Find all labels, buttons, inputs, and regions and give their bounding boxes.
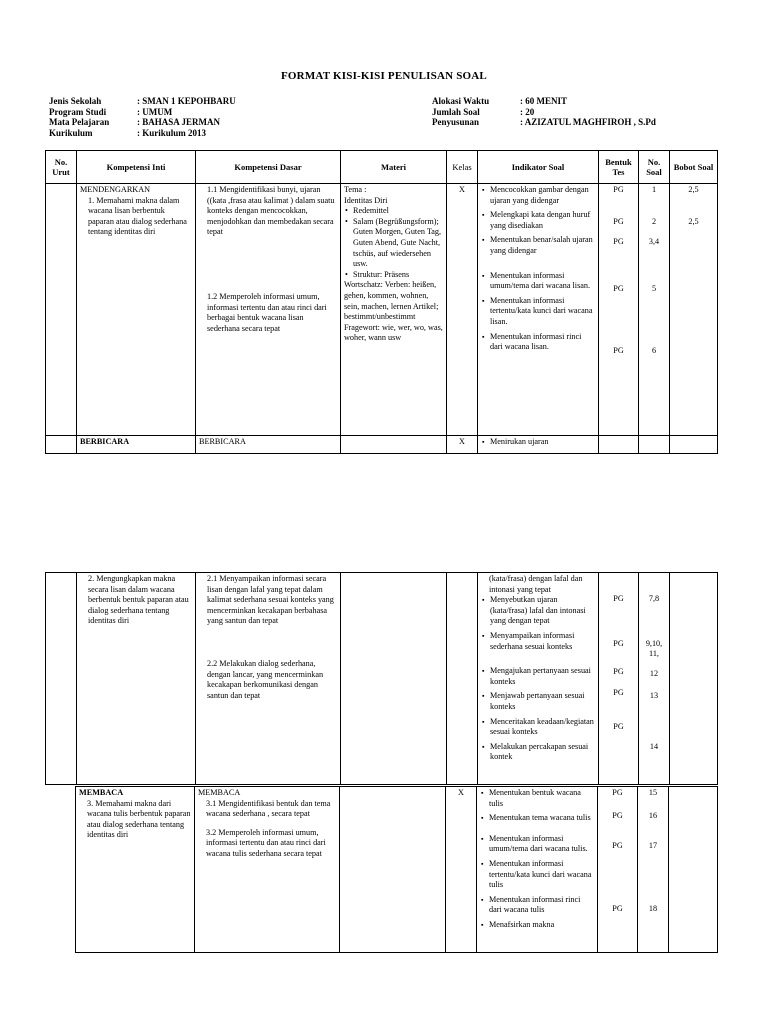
list-item: ▪ Menentukan informasi rinci dari wacana lisan. <box>490 332 595 353</box>
no-soal-value: 1 <box>651 185 657 194</box>
cell-materi <box>340 787 446 953</box>
cell-materi <box>341 573 447 785</box>
cell-bentuk-tes <box>599 573 639 785</box>
cell-indikator <box>477 787 598 953</box>
cell-no-soal <box>639 184 670 436</box>
kd-item: 2.2 Melakukan dialog sederhana, dengan lancar, yang mencerminkan kecakapan berkomunikasi dengan santun dan tepat <box>207 658 324 700</box>
document-title: FORMAT KISI-KISI PENULISAN SOAL <box>281 70 487 82</box>
table-row <box>46 573 718 785</box>
meta-label: Program Studi <box>49 106 107 117</box>
list-item: ▪ Menentukan informasi tertentu/kata kunci dari wacana tulis <box>489 859 594 891</box>
meta-label: Mata Pelajaran <box>49 117 110 127</box>
meta-value: : UMUM <box>137 106 173 117</box>
kisi-kisi-table-membaca <box>75 786 718 953</box>
list-item: ▪ Menyebutkan ujaran (kata/frasa) lafal dan intonasi yang dengan tepat <box>490 595 595 627</box>
cell-materi <box>341 184 447 436</box>
cell-materi <box>341 436 447 454</box>
meta-row <box>432 107 656 118</box>
cell-no <box>46 184 77 436</box>
bentuk-value: PG <box>613 346 624 356</box>
bentuk-value: PG <box>612 788 623 797</box>
kd-item: 1.2 Memperoleh informasi umum, informasi tertentu dan atau rinci dari berbagai bentuk wacana lisan sederhana secara tepat <box>207 291 327 333</box>
list-item: ▪ Menafsirkan makna <box>489 920 594 931</box>
cell-kompetensi-inti <box>76 787 195 953</box>
cell-kompetensi-dasar <box>196 573 341 785</box>
no-soal-value: 18 <box>648 903 658 913</box>
cell-no-soal <box>639 436 670 454</box>
cell-bentuk-tes <box>598 787 638 953</box>
kd-title: BERBICARA <box>196 436 341 454</box>
bentuk-value: PG <box>613 185 624 194</box>
meta-value: : 60 MENIT <box>520 96 567 106</box>
no-soal-value: 16 <box>648 810 658 820</box>
cell-kelas: X <box>447 436 478 454</box>
bentuk-value: PG <box>612 810 623 820</box>
list-item: ▪ Melakukan percakapan sesuai kontek <box>490 742 595 763</box>
table-row <box>76 787 718 953</box>
table-header-row <box>46 151 718 184</box>
bentuk-value: PG <box>613 638 624 648</box>
meta-label: Alokasi Waktu <box>432 96 490 106</box>
indikator-list <box>481 437 595 448</box>
no-soal-value: 2 <box>651 216 657 226</box>
list-item: ▪ Menjawab pertanyaan sesuai konteks <box>490 691 595 712</box>
meta-value: : BAHASA JERMAN <box>137 117 221 127</box>
indikator-continued: (kata/frasa) dengan lafal dan intonasi yang tepat <box>489 574 583 594</box>
kisi-kisi-table-page-1 <box>45 150 718 454</box>
bentuk-value: PG <box>613 687 624 697</box>
list-item: ▪ Menentukan informasi tertentu/kata kunci dari wacana lisan. <box>490 296 595 328</box>
meta-right <box>432 96 656 128</box>
no-soal-value: 9,10, 11, <box>645 638 663 658</box>
kd-item: 3.2 Memperoleh informasi umum, informasi tertentu dan atau rinci dari wacana tulis sederhana secara tepat <box>206 827 326 858</box>
cell-kompetensi-inti <box>77 573 196 785</box>
cell-bobot <box>669 787 718 953</box>
list-item: ▪ Menentukan informasi rinci dari wacana tulis <box>489 895 594 916</box>
table-row <box>46 184 718 436</box>
cell-no <box>46 573 77 785</box>
meta-label: Penyusunan <box>432 117 480 127</box>
meta-label: Jenis Sekolah <box>49 96 102 106</box>
header-bentuk-tes: Bentuk Tes <box>599 151 639 184</box>
bentuk-value: PG <box>613 667 624 677</box>
no-soal-value: 15 <box>648 788 658 797</box>
meta-row <box>49 96 236 107</box>
cell-bobot <box>670 184 718 436</box>
meta-row <box>432 96 656 107</box>
materi-rest: Wortschatz: Verben: heißen, gehen, kommen, wohnen, sein, machen, lernen Artikel; bestimmt/unbestimmt Fragewort: wie, wer, wo, was, woher, wann usw <box>344 280 443 343</box>
meta-row <box>49 128 236 139</box>
cell-bobot <box>670 573 718 785</box>
indikator-list <box>480 788 594 931</box>
meta-row <box>49 107 236 118</box>
no-soal-value: 13 <box>649 691 659 701</box>
no-soal-value: 3,4 <box>648 237 660 247</box>
bentuk-value: PG <box>613 237 624 247</box>
cell-bentuk-tes <box>599 184 639 436</box>
bentuk-value: PG <box>613 594 624 603</box>
list-item: ▪ Mencocokkan gambar dengan ujaran yang didengar <box>490 185 595 206</box>
header-indikator-soal: Indikator Soal <box>478 151 599 184</box>
materi-list <box>344 206 443 280</box>
list-item: ▪ Menentukan tema wacana tulis <box>489 813 594 824</box>
no-soal-value: 7,8 <box>648 594 660 603</box>
ki-title: BERBICARA <box>77 436 196 454</box>
list-item: ▪ Mengajukan pertanyaan sesuai konteks <box>490 666 595 687</box>
header-kelas: Kelas <box>447 151 478 184</box>
cell-kompetensi-inti <box>77 184 196 436</box>
header-no-urut: No. Urut <box>46 151 77 184</box>
cell-no-soal <box>639 573 670 785</box>
ki-title: MEMBACA <box>79 788 124 797</box>
meta-label: Jumlah Soal <box>432 106 480 117</box>
list-item: ▪ Menentukan informasi umum/tema dari wacana tulis. <box>489 834 594 855</box>
meta-value: : AZIZATUL MAGHFIROH , S.Pd <box>520 117 656 127</box>
ki-text: 1. Memahami makna dalam wacana lisan berbentuk paparan atau dialog sederhana tentang identitas diri <box>88 195 187 237</box>
cell-indikator <box>478 573 599 785</box>
cell-kompetensi-dasar <box>195 787 340 953</box>
cell-indikator <box>478 436 599 454</box>
bentuk-value: PG <box>612 903 623 913</box>
no-soal-value: 5 <box>651 283 657 293</box>
meta-row <box>49 117 236 128</box>
header-kompetensi-inti: Kompetensi Inti <box>77 151 196 184</box>
kisi-kisi-table-page-2 <box>45 572 718 785</box>
list-item: ▪ Melengkapi kata dengan huruf yang disediakan <box>490 210 595 231</box>
meta-value: : 20 <box>520 106 535 117</box>
cell-indikator <box>478 184 599 436</box>
cell-no-soal <box>638 787 669 953</box>
no-soal-value: 14 <box>649 741 659 751</box>
cell-kompetensi-dasar <box>196 184 341 436</box>
kd-item: 2.1 Menyampaikan informasi secara lisan dengan lafal yang tepat dalam kalimat sederhana sesuai konteks yang mencerminkan kecakapan berbahasa yang santun dan tepat <box>207 574 334 626</box>
meta-row <box>432 117 656 128</box>
list-item: • Salam (Begrüßungsform); Guten Morgen, Guten Tag, Guten Abend, Gute Nacht, tschüs, auf wiedersehen usw. <box>353 217 443 270</box>
list-item: ▪ Menentukan informasi umum/tema dari wacana lisan. <box>490 271 595 292</box>
materi-identitas: Identitas Diri <box>344 195 388 205</box>
bentuk-value: PG <box>613 283 624 293</box>
kd-item: 1.1 Mengidentifikasi bunyi, ujaran ((kata ,frasa atau kalimat ) dalam suatu konteks dengan mencocokkan, menjodohkan dan membedakan secara tepat <box>207 185 335 237</box>
meta-value: : Kurikulum 2013 <box>137 127 207 138</box>
no-soal-value: 12 <box>649 668 659 678</box>
bobot-value: 2,5 <box>688 185 699 194</box>
bentuk-value: PG <box>613 216 624 226</box>
list-item: ▪ Menentukan bentuk wacana tulis <box>489 788 594 809</box>
header-no-soal: No. Soal <box>639 151 670 184</box>
materi-tema: Tema : <box>344 185 367 194</box>
list-item: ▪ Menirukan ujaran <box>490 437 595 448</box>
header-kompetensi-dasar: Kompetensi Dasar <box>196 151 341 184</box>
cell-bentuk-tes <box>599 436 639 454</box>
cell-bobot <box>670 436 718 454</box>
header-materi: Materi <box>341 151 447 184</box>
ki-text: 3. Memahami makna dari wacana tulis berbentuk paparan atau dialog sederhana tentang identitas diri <box>87 798 191 840</box>
cell-kelas: X <box>446 787 477 953</box>
list-item: ▪ Menceritakan keadaan/kegiatan sesuai konteks <box>490 717 595 738</box>
table-row <box>46 436 718 454</box>
ki-text: 2. Mengungkapkan makna secara lisan dalam wacana berbentuk bentuk paparan atau dialog sederhana tentang identitas diri <box>88 574 189 626</box>
header-bobot-soal: Bobot Soal <box>670 151 718 184</box>
cell-kelas <box>447 573 478 785</box>
bobot-value: 2,5 <box>688 216 699 226</box>
no-soal-value: 6 <box>651 346 657 356</box>
indikator-list <box>481 185 595 353</box>
kd-item: 3.1 Mengidentifikasi bentuk dan tema wacana sederhana , secara tepat <box>206 798 331 819</box>
list-item: • Struktur: Präsens <box>353 270 443 281</box>
cell-kelas: X <box>447 184 478 436</box>
cell-no <box>46 436 77 454</box>
indikator-list <box>481 595 595 763</box>
bentuk-value: PG <box>613 722 624 732</box>
no-soal-value: 17 <box>648 841 658 851</box>
meta-value: : SMAN 1 KEPOHBARU <box>137 96 236 106</box>
list-item: ▪ Menentukan benar/salah ujaran yang didengar <box>490 235 595 256</box>
kd-title: MEMBACA <box>198 788 241 797</box>
ki-title: MENDENGARKAN <box>80 185 151 194</box>
meta-label: Kurikulum <box>49 127 93 138</box>
list-item: ▪ Menyampaikan informasi sederhana sesuai konteks <box>490 631 595 652</box>
meta-left <box>49 96 236 138</box>
bentuk-value: PG <box>612 841 623 851</box>
list-item: • Redemittel <box>353 206 443 217</box>
